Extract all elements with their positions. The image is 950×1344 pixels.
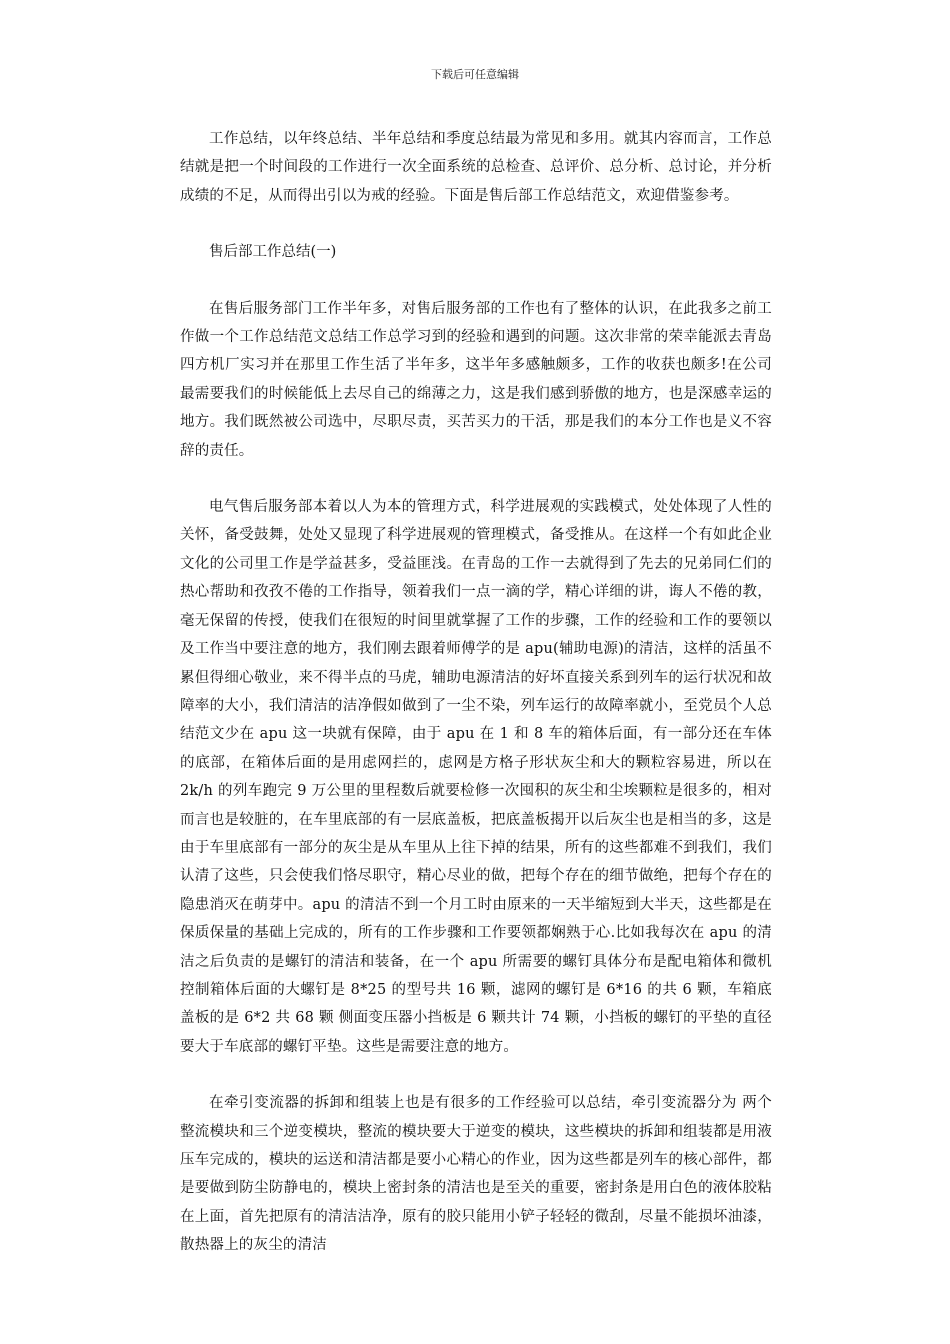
- document-body: [180, 125, 772, 1260]
- intro-paragraph: 工作总结，以年终总结、半年总结和季度总结最为常见和多用。就其内容而言，工作总结就是把一个时间段的工作进行一次全面系统的总检查、总评价、总分析、总讨论，并分析成绩的不足，从而得出引以为戒的经验。下面是售后部工作总结范文，欢迎借鉴参考。: [180, 131, 772, 204]
- section-title: 售后部工作总结(一): [209, 244, 337, 261]
- body-paragraph-3: 在牵引变流器的拆卸和组装上也是有很多的工作经验可以总结，牵引变流器分为 两个整流模块和三个逆变模块，整流的模块要大于逆变的模块，这些模块的拆卸和组装都是用液压车完成的，模块的运送和清洁都是要小心精心的作业，因为这些都是列车的核心部件，都是要做到防尘防静电的，模块上密封条的清洁也是至关的重要，密封条是用白色的液体胶粘在上面，首先把原有的清洁洁净，原有的胶只能用小铲子轻轻的微刮，尽量不能损坏油漆，散热器上的灰尘的清洁: [180, 1095, 772, 1254]
- page-header-watermark: 下载后可任意编辑: [431, 68, 519, 81]
- body-paragraph-1: 在售后服务部门工作半年多，对售后服务部的工作也有了整体的认识，在此我多之前工作做一个工作总结范文总结工作总学习到的经验和遇到的问题。这次非常的荣幸能派去青岛四方机厂实习并在那里工作生活了半年多，这半年多感触颇多，工作的收获也颇多!在公司最需要我们的时候能低上去尽自己的绵薄之力，这是我们感到骄傲的地方，也是深感幸运的地方。我们既然被公司选中，尽职尽责，买苦买力的干活，那是我们的本分工作也是义不容辞的责任。: [180, 300, 772, 459]
- body-paragraph-2: 电气售后服务部本着以人为本的管理方式，科学进展观的实践模式，处处体现了人性的关怀，备受鼓舞，处处又显现了科学进展观的管理模式，备受推从。在这样一个有如此企业文化的公司里工作是学益甚多，受益匪浅。在青岛的工作一去就得到了先去的兄弟同仁们的热心帮助和孜孜不倦的工作指导，领着我们一点一滴的学，精心详细的讲，诲人不倦的教，毫无保留的传授，使我们在很短的时间里就掌握了工作的步骤，工作的经验和工作的要领以及工作当中要注意的地方，我们刚去跟着师傅学的是 apu(辅助电源)的清洁，这样的活虽不累但得细心敬业，来不得半点的马虎，辅助电源清洁的好坏直接关系到列车的运行状况和故障率的大小，我们清洁的洁净假如做到了一尘不染，列车运行的故障率就小，至党员个人总结范文少在 apu 这一块就有保障，由于 apu 在 1 和 8 车的箱体后面，有一部分还在车体的底部，在箱体后面的是用虑网拦的，虑网是方格子形状灰尘和大的颗粒容易进，所以在 2k/h 的列车跑完 9 万公里的里程数后就要检修一次囤积的灰尘和尘埃颗粒是很多的，相对而言也是较脏的，在车里底部的有一层底盖板，把底盖板揭开以后灰尘也是相当的多，这是由于车里底部有一部分的灰尘是从车里从上往下掉的结果，所有的这些都难不到我们，我们认清了这些，只会使我们恪尽职守，精心尽业的做，把每个存在的细节做绝，把每个存在的隐患消灭在萌芽中。apu 的清洁不到一个月工时由原来的一天半缩短到大半天，这些都是在保质保量的基础上完成的，所有的工作步骤和工作要领都娴熟于心.比如我每次在 apu 的清洁之后负责的是螺钉的清洁和装备，在一个 apu 所需要的螺钉具体分布是配电箱体和微机控制箱体后面的大螺钉是 8*25 的型号共 16 颗，滤网的螺钉是 6*16 的共 6 颗，车箱底盖板的是 6*2 共 68 颗 侧面变压器小挡板是 6 颗共计 74 颗，小挡板的螺钉的平垫的直径要大于车底部的螺钉平垫。这些是需要注意的地方。: [180, 499, 772, 1055]
